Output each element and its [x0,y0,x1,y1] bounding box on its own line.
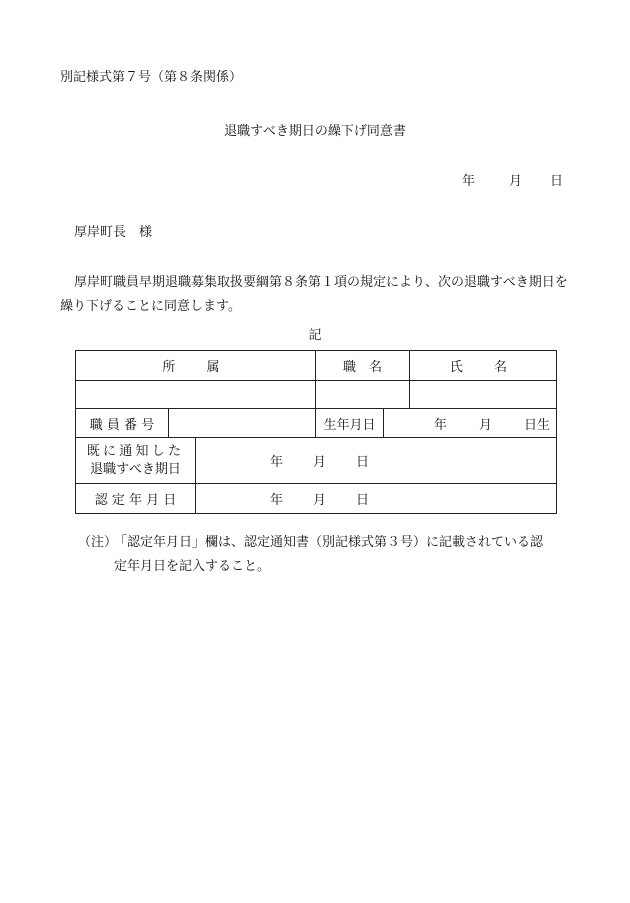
birthdate-cell[interactable]: 年 月 日生 [384,409,557,438]
ki-heading: 記 [308,328,322,343]
document-title: 退職すべき期日の繰下げ同意書 [224,124,406,139]
name-cell[interactable] [410,381,557,409]
notified-date-cell[interactable]: 年 月 日 [196,438,557,484]
note-line-1: 「認定年月日」欄は、認定通知書（別記様式第３号）に記載されている認 [114,535,544,550]
employee-no-cell[interactable] [169,409,316,438]
addressee: 厚岸町長 様 [74,225,153,240]
affiliation-header: 所 属 [76,351,316,381]
info-table [75,350,557,514]
table-header-row [76,351,557,381]
date-day: 日 [550,174,564,189]
table-row [76,409,557,438]
date-month: 月 [509,174,523,189]
date-line [462,170,563,189]
notified-date-label: 既に通知した 退職すべき期日 [76,438,196,484]
form-reference: 別記様式第７号（第８条関係） [60,70,243,85]
note-line-2: 定年月日を記入すること。 [114,559,271,574]
birthdate-label: 生年月日 [316,409,384,438]
table-row [76,381,557,409]
position-header: 職 名 [316,351,410,381]
table-row [76,438,557,484]
affiliation-cell[interactable] [76,381,316,409]
note-mark: （注） [78,535,118,550]
name-header: 氏 名 [410,351,557,381]
table-row [76,484,557,514]
body-text: 厚岸町職員早期退職募集取扱要綱第８条第１項の規定により、次の退職すべき期日を繰り下げることに同意します。 [60,275,568,314]
position-cell[interactable] [316,381,410,409]
cert-date-label: 認 定 年 月 日 [76,484,196,514]
employee-no-label: 職 員 番 号 [76,409,169,438]
date-year: 年 [462,174,476,189]
cert-date-cell[interactable]: 年 月 日 [196,484,557,514]
